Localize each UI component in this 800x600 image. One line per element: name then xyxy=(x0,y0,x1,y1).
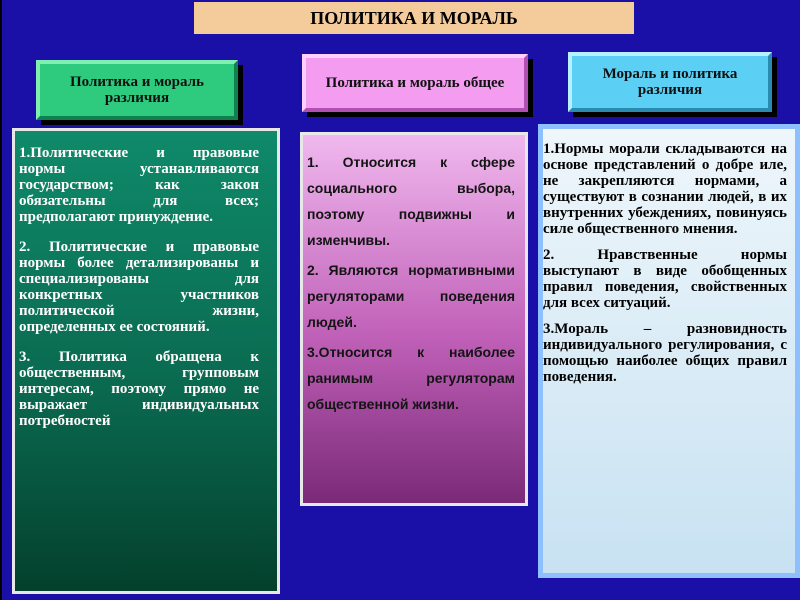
list-item: 2. Являются нормативными регуляторами поведения людей. xyxy=(307,262,515,330)
list-item: 1.Политические и правовые нормы устанавливаются государством; как закон обязательны для всех; предполагают принуждение. xyxy=(19,145,259,225)
slide xyxy=(2,0,800,600)
list-item: 3.Мораль – разновидность индивидуального регулирования, с помощью наиболее общих правил поведения. xyxy=(543,321,787,385)
list-item: 3.Относится к наиболее ранимым регуляторам общественной жизни. xyxy=(307,344,515,412)
header-common: Политика и мораль общее xyxy=(302,54,528,112)
list-item: 2. Нравственные нормы выступают в виде обобщенных правил поведения, свойственных для всех ситуаций. xyxy=(543,247,787,311)
slide-title: ПОЛИТИКА И МОРАЛЬ xyxy=(194,2,634,34)
list-item: 2. Политические и правовые нормы более детализированы и специализированы для конкретных участников политической жизни, определенных ее состояний. xyxy=(19,239,259,335)
panel-morality-differences xyxy=(538,124,800,578)
header-politics-differences: Политика и мораль различия xyxy=(36,60,238,120)
list-item: 3. Политика обращена к общественным, групповым интересам, поэтому прямо не выражает индивидуальных потребностей xyxy=(19,349,259,429)
list-item: 1. Относится к сфере социального выбора, поэтому подвижны и изменчивы. xyxy=(307,154,515,248)
panel-common xyxy=(300,132,528,506)
list-item: 1.Нормы морали складываются на основе представлений о добре иле, не закрепляются нормами, а существуют в сознании людей, в их внутренних убеждениях, повинуясь силе общественного мнения. xyxy=(543,141,787,237)
header-morality-differences: Мораль и политика различия xyxy=(568,52,772,112)
panel-politics-differences xyxy=(12,128,280,594)
